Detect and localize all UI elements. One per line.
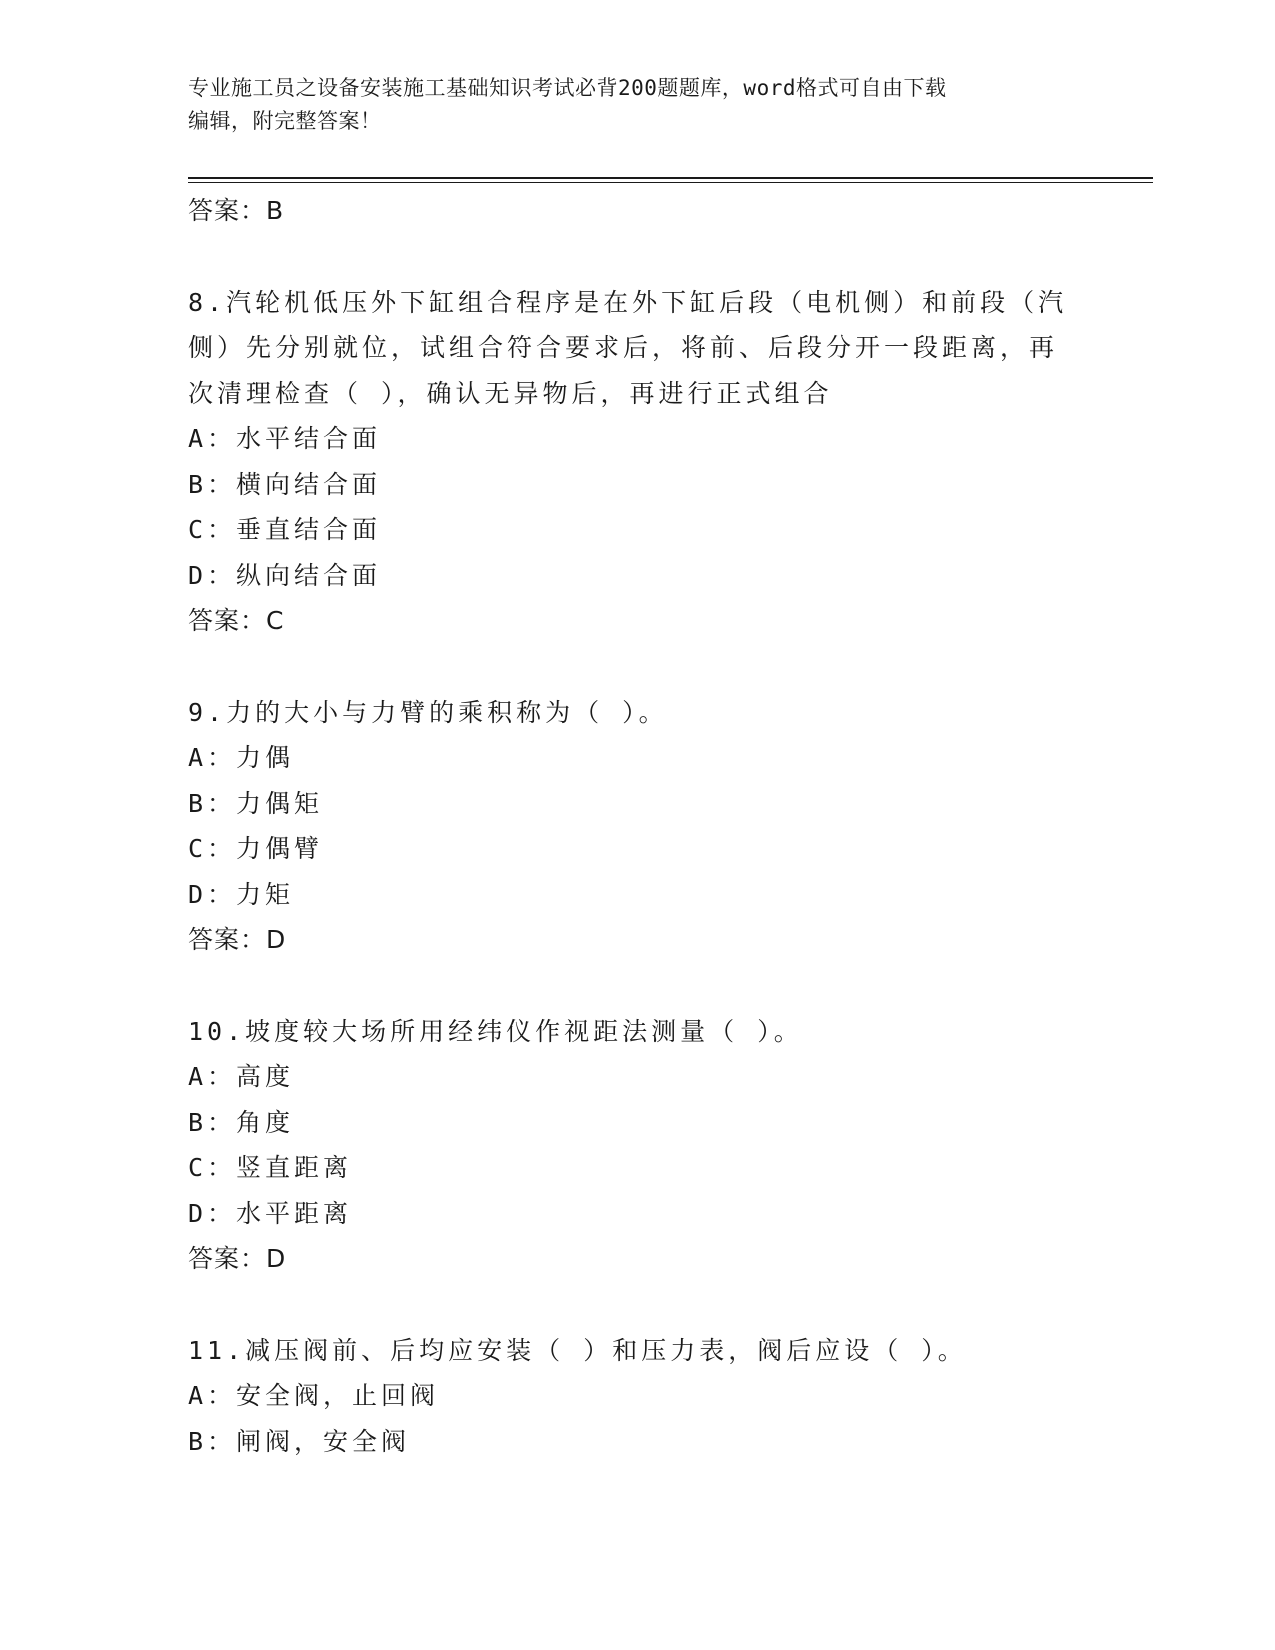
- question-8-option-b: B：横向结合面: [188, 469, 382, 499]
- question-list: [188, 188, 1068, 1464]
- question-10: [188, 1009, 1068, 1282]
- question-11-option-b: B：闸阀，安全阀: [188, 1426, 411, 1456]
- question-9-option-c: C：力偶臂: [188, 834, 324, 863]
- header-divider-thick: [188, 177, 1153, 179]
- question-8: [188, 280, 1068, 644]
- question-9-option-a: A：力偶: [188, 743, 295, 772]
- question-8-option-a: A：水平结合面: [188, 424, 382, 453]
- spacer: [188, 234, 1068, 280]
- spacer: [188, 1282, 1068, 1328]
- question-9-answer: 答案：D: [188, 925, 287, 954]
- question-10-option-c: C：竖直距离: [188, 1153, 353, 1182]
- question-9-option-b: B：力偶矩: [188, 788, 324, 818]
- header-divider-thin: [188, 182, 1153, 183]
- spacer: [188, 963, 1068, 1009]
- question-8-text-line-3: 次清理检查（ ），确认无异物后，再进行正式组合: [188, 378, 833, 408]
- question-10-answer: 答案：D: [188, 1244, 287, 1273]
- question-10-option-b: B：角度: [188, 1107, 295, 1137]
- question-11-text: 11.减压阀前、后均应安装（ ）和压力表，阀后应设（ ）。: [188, 1335, 967, 1365]
- page-header: [188, 72, 1088, 138]
- header-line-2: 编辑，附完整答案！: [188, 109, 382, 133]
- question-8-text-line-2: 侧）先分别就位，试组合符合要求后，将前、后段分开一段距离，再: [188, 333, 1059, 362]
- previous-answer: 答案：B: [188, 196, 285, 225]
- header-line-1: 专业施工员之设备安装施工基础知识考试必背200题题库，word格式可自由下载: [188, 76, 947, 100]
- question-8-option-d: D：纵向结合面: [188, 560, 382, 590]
- question-10-text: 10.坡度较大场所用经纬仪作视距法测量（ ）。: [188, 1016, 803, 1046]
- question-11-option-a: A：安全阀，止回阀: [188, 1381, 440, 1410]
- question-8-option-c: C：垂直结合面: [188, 515, 382, 544]
- question-8-text-line-1: 8.汽轮机低压外下缸组合程序是在外下缸后段（电机侧）和前段（汽: [188, 287, 1068, 317]
- question-9-text: 9.力的大小与力臂的乘积称为（ ）。: [188, 697, 668, 727]
- spacer: [188, 644, 1068, 690]
- question-10-option-a: A：高度: [188, 1062, 295, 1091]
- question-9: [188, 690, 1068, 963]
- question-11: [188, 1328, 1068, 1465]
- question-10-option-d: D：水平距离: [188, 1198, 353, 1228]
- question-9-option-d: D：力矩: [188, 879, 295, 909]
- question-8-answer: 答案：C: [188, 606, 285, 635]
